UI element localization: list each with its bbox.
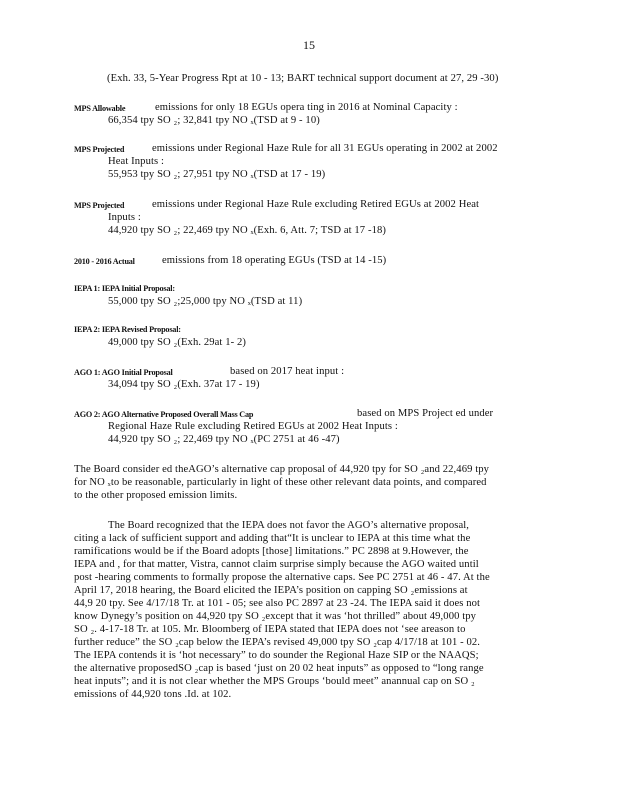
entry-text: emissions for only 18 EGUs opera ting in 2016 at Nominal Capacity : (155, 102, 458, 113)
entry-text: 49,000 tpy SO ₂(Exh. 29at 1- 2) (108, 337, 247, 348)
entry-text: 34,094 tpy SO ₂(Exh. 37at 17 - 19) (108, 379, 260, 390)
entry-text: emissions under Regional Haze Rule for all 31 EGUs operating in 2002 at 2002 (152, 143, 498, 154)
entry-text: Regional Haze Rule excluding Retired EGUs at 2002 Heat Inputs : (108, 421, 398, 432)
entry-label: MPS Allowable (74, 104, 126, 113)
entry-label: IEPA 1: IEPA Initial Proposal: (74, 284, 175, 293)
intro-citation: (Exh. 33, 5-Year Progress Rpt at 10 - 13; BART technical support document at 27, 29 -30) (107, 73, 499, 84)
body-line: the alternative proposedSO ₂cap is based ‘just on 20 02 heat inputs” as opposed to “long range (74, 663, 484, 674)
entry-text: 44,920 tpy SO ₂; 22,469 tpy NO ₓ(Exh. 6, Att. 7; TSD at 17 -18) (108, 225, 387, 236)
entry-text: based on MPS Project ed under (357, 408, 494, 419)
entry-text: Inputs : (108, 212, 141, 223)
entry-text: 55,953 tpy SO ₂; 27,951 tpy NO ₓ(TSD at 17 - 19) (108, 169, 326, 180)
conclusion-line: for NO ₓto be reasonable, particularly in light of these other relevant data points, and compared (74, 477, 487, 488)
entry-label: 2010 - 2016 Actual (74, 257, 135, 266)
entry-text: emissions under Regional Haze Rule excluding Retired EGUs at 2002 Heat (152, 199, 480, 210)
entry-text: Heat Inputs : (108, 156, 165, 167)
body-line: further reduce” the SO ₂cap below the IEPA’s revised 49,000 tpy SO ₂cap 4/17/18 at 101 - 02. (74, 637, 481, 648)
body-line: IEPA and , for that matter, Vistra, cannot claim surprise simply because the AGO waited until (74, 559, 479, 570)
body-line: ramifications would be if the Board adopts [those] limitations.” PC 2898 at 9.However, the (74, 546, 469, 557)
entry-text: 55,000 tpy SO ₂;25,000 tpy NO ₓ(TSD at 11) (108, 296, 303, 307)
body-line: SO ₂. 4-17-18 Tr. at 105. Mr. Bloomberg of IEPA stated that IEPA does not ‘see areason to (74, 624, 466, 635)
body-line: The Board recognized that the IEPA does not favor the AGO’s alternative proposal, (108, 520, 470, 531)
entry-label: AGO 1: AGO Initial Proposal (74, 368, 173, 377)
page-number: 15 (303, 38, 315, 52)
entry-text: based on 2017 heat input : (230, 366, 345, 377)
entry-label: IEPA 2: IEPA Revised Proposal: (74, 325, 181, 334)
entry-text: emissions from 18 operating EGUs (TSD at 14 -15) (162, 255, 387, 266)
body-line: 44,9 20 tpy. See 4/17/18 Tr. at 101 - 05; see also PC 2897 at 23 -24. The IEPA said it does not (74, 598, 481, 609)
body-line: know Dynegy’s position on 44,920 tpy SO ₂except that it was ‘hot thrilled” about 49,000 tpy (74, 611, 477, 622)
body-line: The IEPA contends it is ‘hot necessary” to do sounder the Regional Haze SIP or the NAAQS; (74, 650, 479, 661)
body-line: April 17, 2018 hearing, the Board elicited the IEPA’s position on capping SO ₂emissions at (74, 585, 468, 596)
conclusion-line: to the other proposed emission limits. (74, 490, 238, 501)
body-line: heat inputs”; and it is not clear whether the MPS Groups ‘bould meet” anannual cap on SO ₂ (74, 676, 475, 687)
entry-label: MPS Projected (74, 201, 125, 210)
conclusion-line: The Board consider ed theAGO’s alternative cap proposal of 44,920 tpy for SO ₂and 22,469 tpy (74, 464, 490, 475)
entry-label: AGO 2: AGO Alternative Proposed Overall Mass Cap (74, 410, 254, 419)
body-line: post -hearing comments to formally propose the alternative caps. See PC 2751 at 46 - 47. At the (74, 572, 490, 583)
entry-text: 66,354 tpy SO ₂; 32,841 tpy NO ₓ(TSD at 9 - 10) (108, 115, 320, 126)
entry-label: MPS Projected (74, 145, 125, 154)
entry-text: 44,920 tpy SO ₂; 22,469 tpy NO ₓ(PC 2751 at 46 -47) (108, 434, 340, 445)
body-line: citing a lack of sufficient support and adding that“It is unclear to IEPA at this time what the (74, 533, 471, 544)
body-line: emissions of 44,920 tons .Id. at 102. (74, 689, 232, 700)
